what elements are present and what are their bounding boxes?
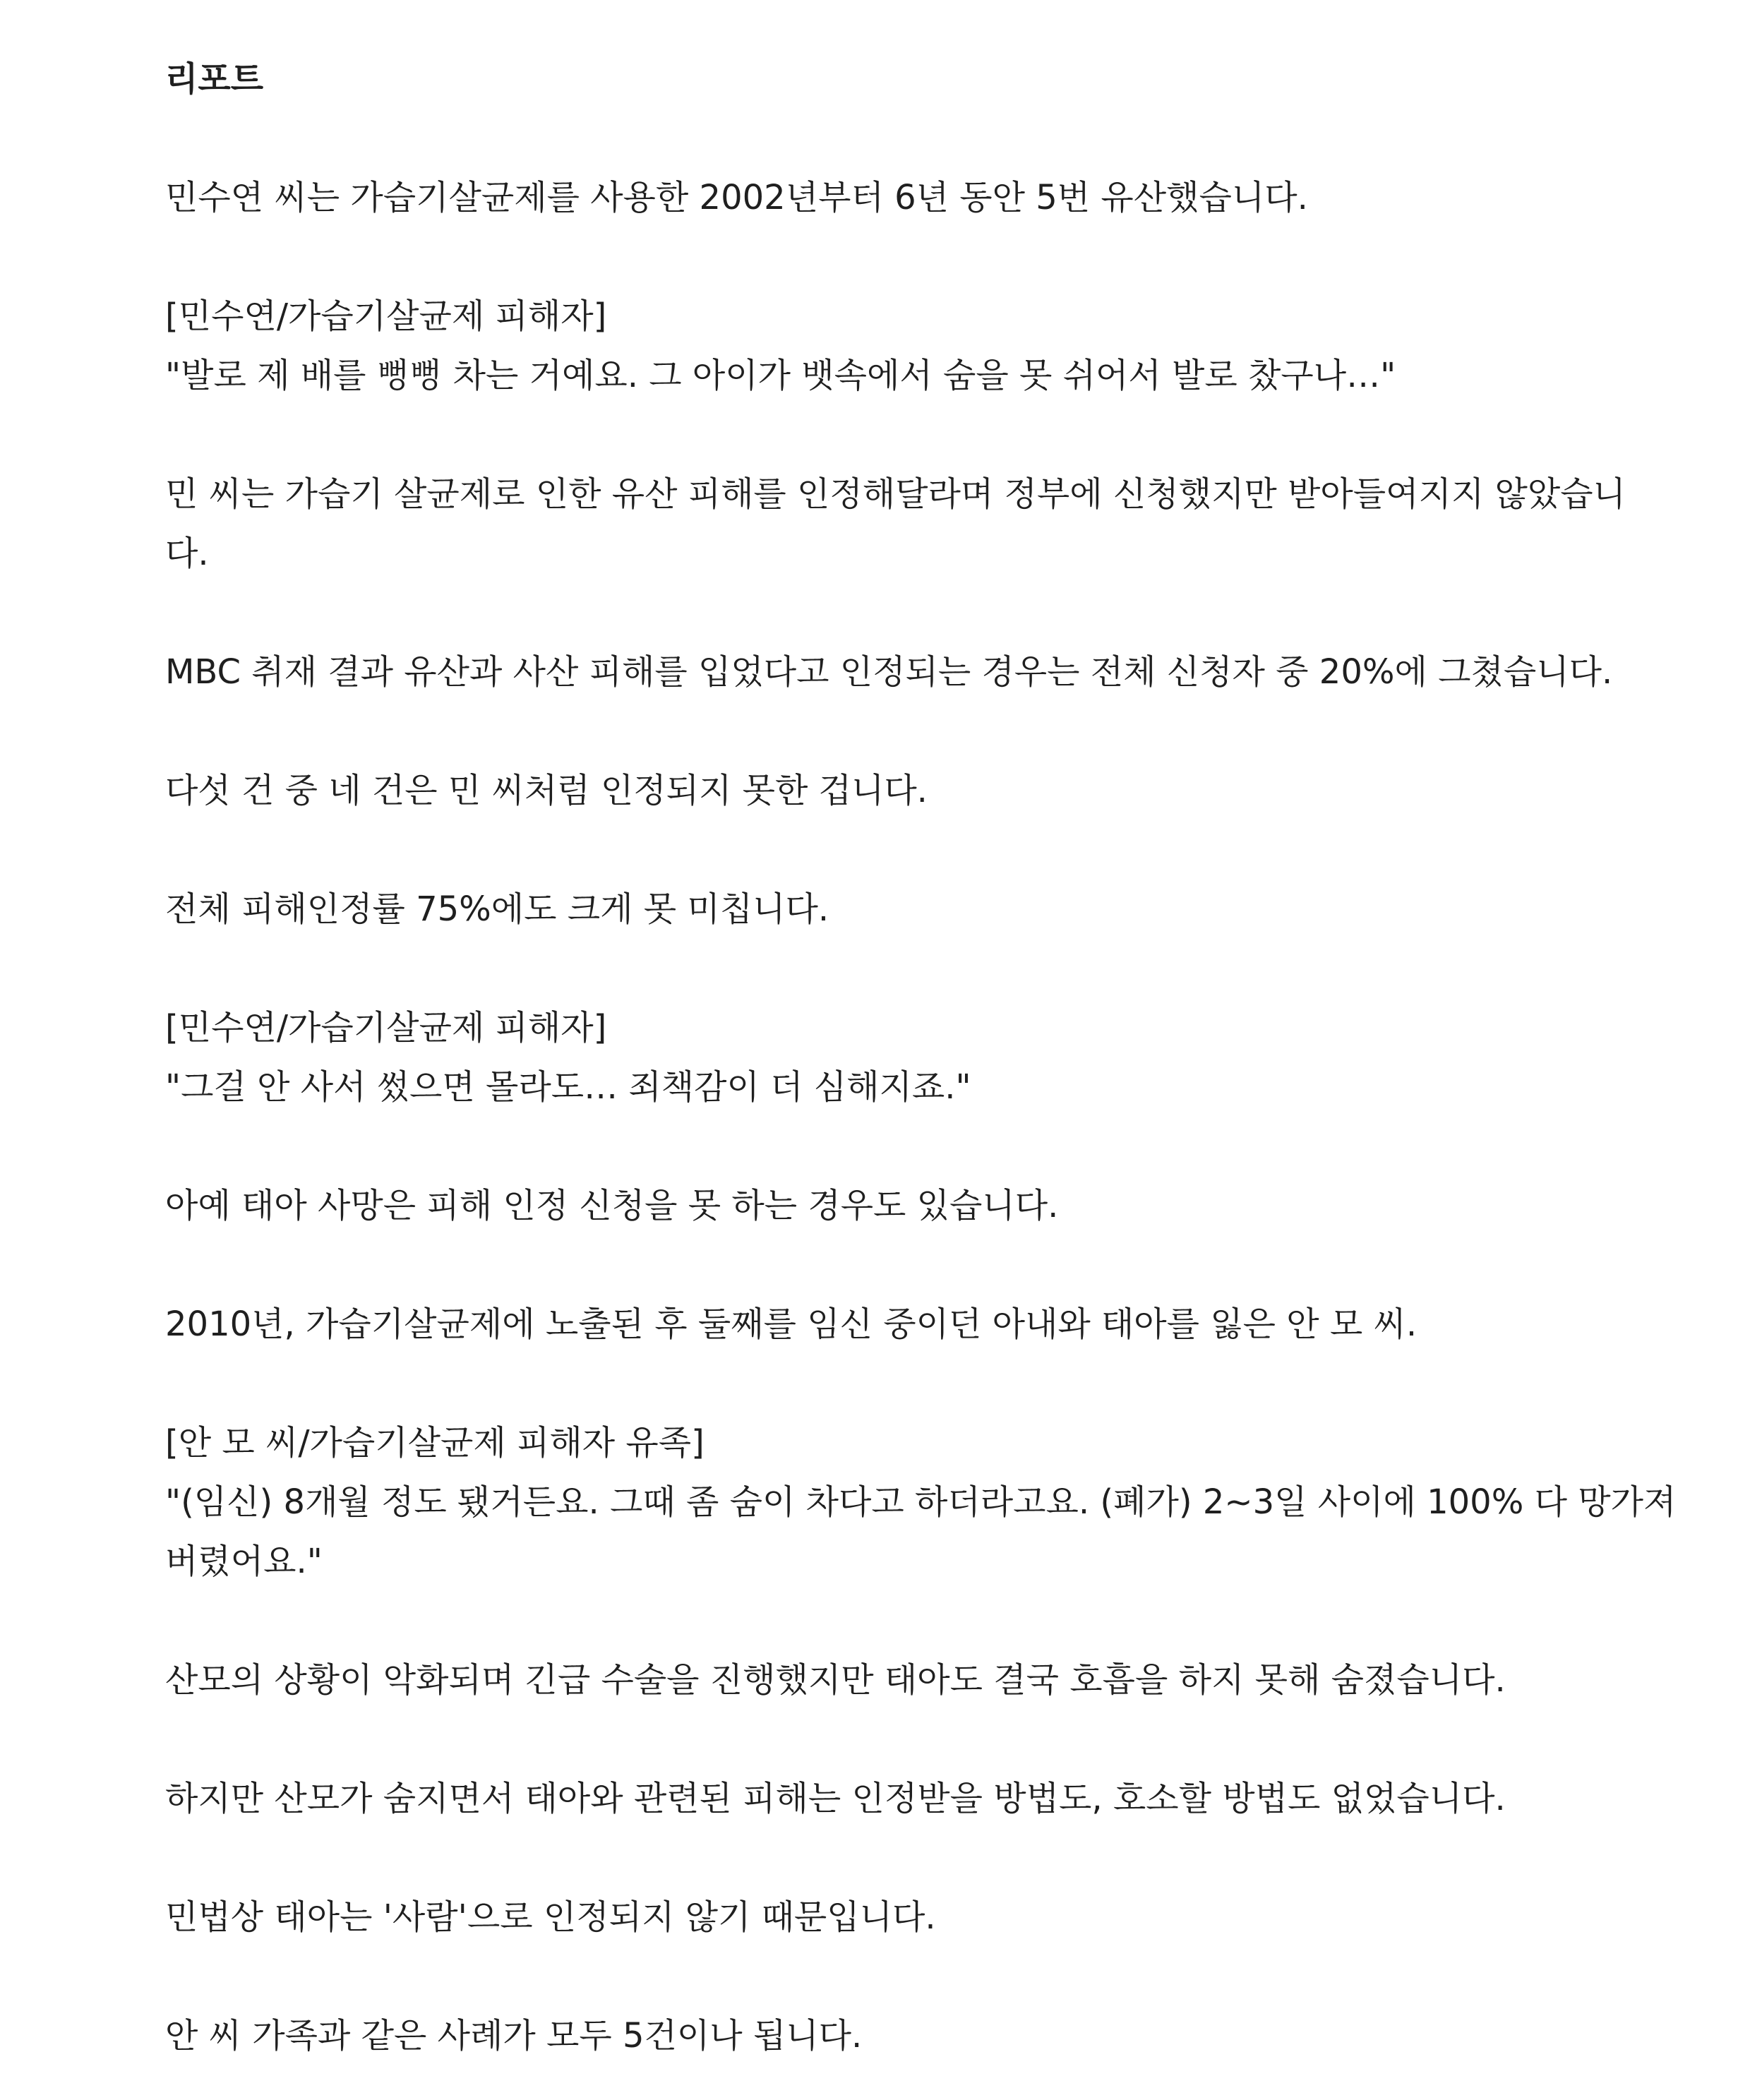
blank-line	[165, 1117, 1591, 1176]
blank-line	[165, 583, 1591, 642]
quote-speaker: [민수연/가습기살균제 피해자]	[165, 1008, 607, 1048]
report-heading: 리포트	[165, 59, 264, 99]
quote-speaker: [민수연/가습기살균제 피해자]	[165, 296, 607, 336]
quote-text: "(임신) 8개월 정도 됐거든요. 그때 좀 숨이 차다고 하더라고요. (폐가) 2~3일 사이에 100% 다 망가져	[165, 1482, 1677, 1522]
paragraph-line: 민법상 태아는 '사람'으로 인정되지 않기 때문입니다.	[165, 1897, 936, 1937]
quote-text: 버렸어요."	[165, 1542, 323, 1581]
blank-line	[165, 1591, 1591, 1650]
blank-line	[165, 1947, 1591, 2006]
paragraph-line: 2010년, 가습기살균제에 노출된 후 둘째를 임신 중이던 아내와 태아를 잃은 안 모 씨.	[165, 1304, 1418, 1344]
blank-line	[165, 1235, 1591, 1295]
article	[165, 49, 1677, 2065]
paragraph-line: 전체 피해인정률 75%에도 크게 못 미칩니다.	[165, 889, 829, 929]
blank-line	[165, 939, 1591, 998]
blank-line	[165, 702, 1591, 761]
paragraph-line: 하지만 산모가 숨지면서 태아와 관련된 피해는 인정받을 방법도, 호소할 방법도 없었습니다.	[165, 1779, 1506, 1818]
paragraph-line: 민수연 씨는 가습기살균제를 사용한 2002년부터 6년 동안 5번 유산했습니다.	[165, 178, 1308, 217]
blank-line	[165, 227, 1591, 287]
blank-line	[165, 820, 1591, 880]
paragraph-line: 산모의 상황이 악화되며 긴급 수술을 진행했지만 태아도 결국 호흡을 하지 못해 숨졌습니다.	[165, 1660, 1506, 1700]
quote-text: "발로 제 배를 뻥뻥 차는 거예요. 그 아이가 뱃속에서 숨을 못 쉬어서 발로 찼구나…"	[165, 356, 1396, 395]
paragraph-line: 안 씨 가족과 같은 사례가 모두 5건이나 됩니다.	[165, 2016, 863, 2056]
quote-speaker: [안 모 씨/가습기살균제 피해자 유족]	[165, 1423, 705, 1463]
paragraph-line: 다섯 건 중 네 건은 민 씨처럼 인정되지 못한 겁니다.	[165, 771, 928, 810]
quote-text: "그걸 안 사서 썼으면 몰라도… 죄책감이 더 심해지죠."	[165, 1067, 971, 1107]
blank-line	[165, 1710, 1591, 1769]
paragraph-line: 아예 태아 사망은 피해 인정 신청을 못 하는 경우도 있습니다.	[165, 1186, 1059, 1225]
paragraph-line: 민 씨는 가습기 살균제로 인한 유산 피해를 인정해달라며 정부에 신청했지만 받아들여지지 않았습니	[165, 474, 1626, 514]
blank-line	[165, 1828, 1591, 1888]
article-body	[165, 168, 1677, 2065]
blank-line	[165, 1354, 1591, 1413]
paragraph-line: 다.	[165, 534, 209, 573]
paragraph-line: MBC 취재 결과 유산과 사산 피해를 입었다고 인정되는 경우는 전체 신청자 중 20%에 그쳤습니다.	[165, 652, 1613, 692]
blank-line	[165, 405, 1591, 464]
